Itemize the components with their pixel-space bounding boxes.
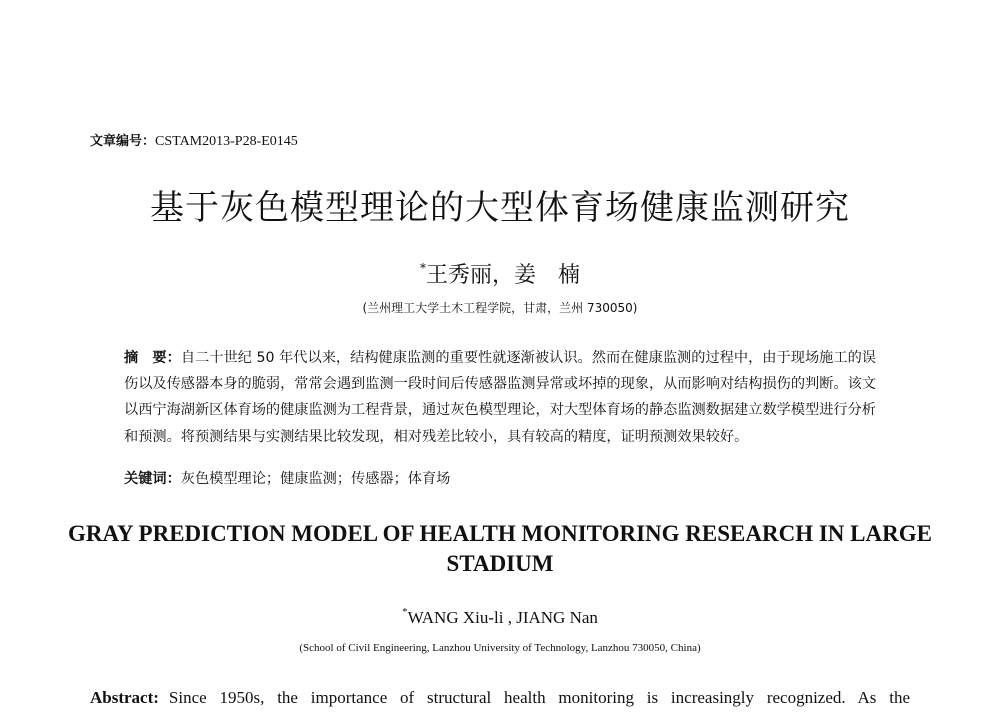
chinese-authors xyxy=(0,258,1000,289)
chinese-keywords-text: 灰色模型理论；健康监测；传感器；体育场 xyxy=(180,471,451,487)
english-authors xyxy=(0,606,1000,628)
english-author-names: WANG Xiu-li , JIANG Nan xyxy=(407,608,598,627)
chinese-abstract xyxy=(124,345,876,450)
english-title: GRAY PREDICTION MODEL OF HEALTH MONITORING RESEARCH IN LARGE STADIUM xyxy=(68,521,932,576)
chinese-author-names: 王秀丽，姜 楠 xyxy=(425,263,580,288)
english-abstract xyxy=(90,688,910,708)
chinese-affiliation: (兰州理工大学土木工程学院，甘肃，兰州 730050) xyxy=(362,301,638,315)
article-number xyxy=(90,130,298,150)
english-abstract-text: Since 1950s, the importance of structural health monitoring is increasingly recognized. As the xyxy=(168,688,910,707)
chinese-abstract-label: 摘 要： xyxy=(124,350,181,366)
english-affiliation: (School of Civil Engineering, Lanzhou University of Technology, Lanzhou 730050, China) xyxy=(299,642,701,654)
article-number-value: CSTAM2013-P28-E0145 xyxy=(155,134,298,149)
english-abstract-label: Abstract: xyxy=(90,688,159,707)
article-number-label: 文章编号： xyxy=(90,134,156,149)
chinese-abstract-text: 自二十世纪 50 年代以来，结构健康监测的重要性就逐渐被认识。然而在健康监测的过程中，由于现场施工的误伤以及传感器本身的脆弱，常常会遇到监测一段时间后传感器监测异常或坏掉的现象，从而影响对结构损伤的判断。该文以西宁海湖新区体育场的健康监测为工程背景，通过灰色模型理论，对大型体育场的静态监测数据建立数学模型进行分析和预测。将预测结果与实测结果比较发现，相对残差比较小，具有较高的精度，证明预测效果较好。 xyxy=(124,350,876,445)
chinese-keywords-label: 关键词： xyxy=(124,471,181,487)
corresponding-author-mark: * xyxy=(419,261,426,275)
english-corresponding-author-mark: * xyxy=(402,606,408,618)
chinese-keywords xyxy=(124,468,876,488)
chinese-title: 基于灰色模型理论的大型体育场健康监测研究 xyxy=(150,188,850,228)
